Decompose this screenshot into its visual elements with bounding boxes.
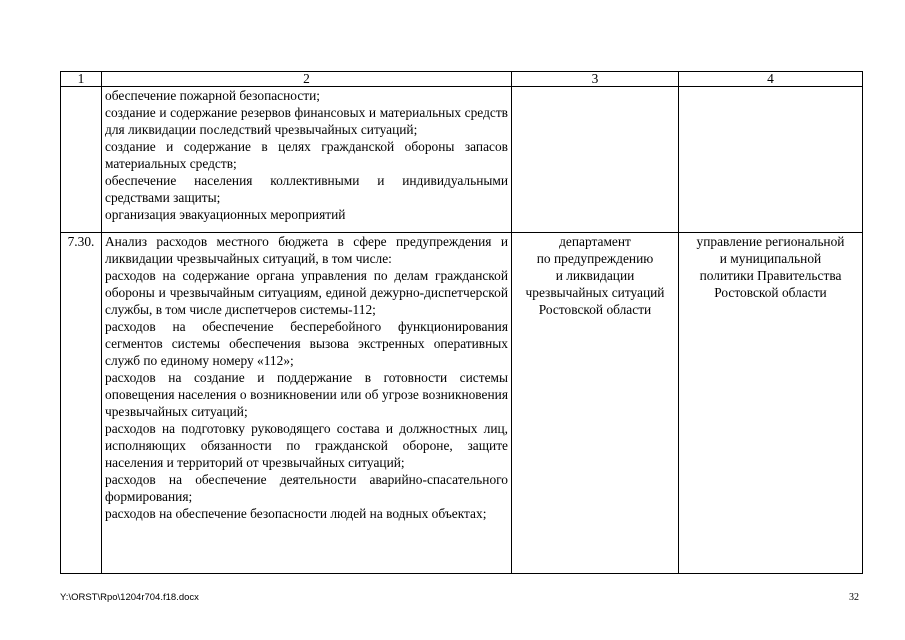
coexecutor-line: политики Правительства <box>699 268 842 283</box>
footer-page-number: 32 <box>849 592 859 603</box>
table-row-continued <box>61 87 863 233</box>
list-item: обеспечение пожарной безопасности; <box>105 88 321 103</box>
header-col-4: 4 <box>679 72 863 87</box>
executor-line: департамент <box>559 234 631 249</box>
plan-table <box>60 71 863 574</box>
list-item: расходов на обеспечение деятельности аварийно-спасательного формирования; <box>105 472 508 504</box>
list-item: расходов на содержание органа управления по делам гражданской обороны и чрезвычайным ситуациям, единой дежурно-диспетчерской службы, в том числе диспетчеров системы-112; <box>105 268 508 317</box>
row-coexecutor <box>679 233 863 574</box>
list-item: расходов на обеспечение безопасности людей на водных объектах; <box>105 506 487 521</box>
table-header-row <box>61 72 863 87</box>
list-item: расходов на создание и поддержание в готовности системы оповещения населения о возникновении или об угрозе возникновения чрезвычайных ситуаций; <box>105 370 508 419</box>
list-item: расходов на подготовку руководящего состава и должностных лиц, исполняющих обязанности по гражданской обороне, защите населения и территорий от чрезвычайных ситуаций; <box>105 421 508 470</box>
list-item: Анализ расходов местного бюджета в сфере предупреждения и ликвидации чрезвычайных ситуаций, в том числе: <box>105 234 508 266</box>
footer-file-path: Y:\ORST\Rpo\1204r704.f18.docx <box>60 592 199 603</box>
executor-line: по предупреждению <box>536 251 654 266</box>
row-number <box>61 87 102 233</box>
coexecutor-line: и муниципальной <box>719 251 822 266</box>
coexecutor-line: Ростовской области <box>714 285 827 300</box>
list-item: расходов на обеспечение бесперебойного функционирования сегментов системы обеспечения вызова экстренных оперативных служб по единому номеру «112»; <box>105 319 508 368</box>
list-item: организация эвакуационных мероприятий <box>105 207 346 222</box>
list-item: создание и содержание в целях гражданской обороны запасов материальных средств; <box>105 139 508 171</box>
table-row-7-30 <box>61 233 863 574</box>
header-col-2: 2 <box>102 72 512 87</box>
list-item: обеспечение населения коллективными и индивидуальными средствами защиты; <box>105 173 508 205</box>
executor-line: и ликвидации <box>555 268 635 283</box>
row-number: 7.30. <box>61 233 102 574</box>
header-col-1: 1 <box>61 72 102 87</box>
executor-line: Ростовской области <box>538 302 652 317</box>
coexecutor-line: управление региональной <box>696 234 845 249</box>
list-item: создание и содержание резервов финансовых и материальных средств для ликвидации последствий чрезвычайных ситуаций; <box>105 105 508 137</box>
header-col-3: 3 <box>512 72 679 87</box>
row-coexecutor <box>679 87 863 233</box>
row-content <box>102 233 512 574</box>
row-executor <box>512 87 679 233</box>
executor-line: чрезвычайных ситуаций <box>525 285 665 300</box>
row-content <box>102 87 512 233</box>
row-executor <box>512 233 679 574</box>
